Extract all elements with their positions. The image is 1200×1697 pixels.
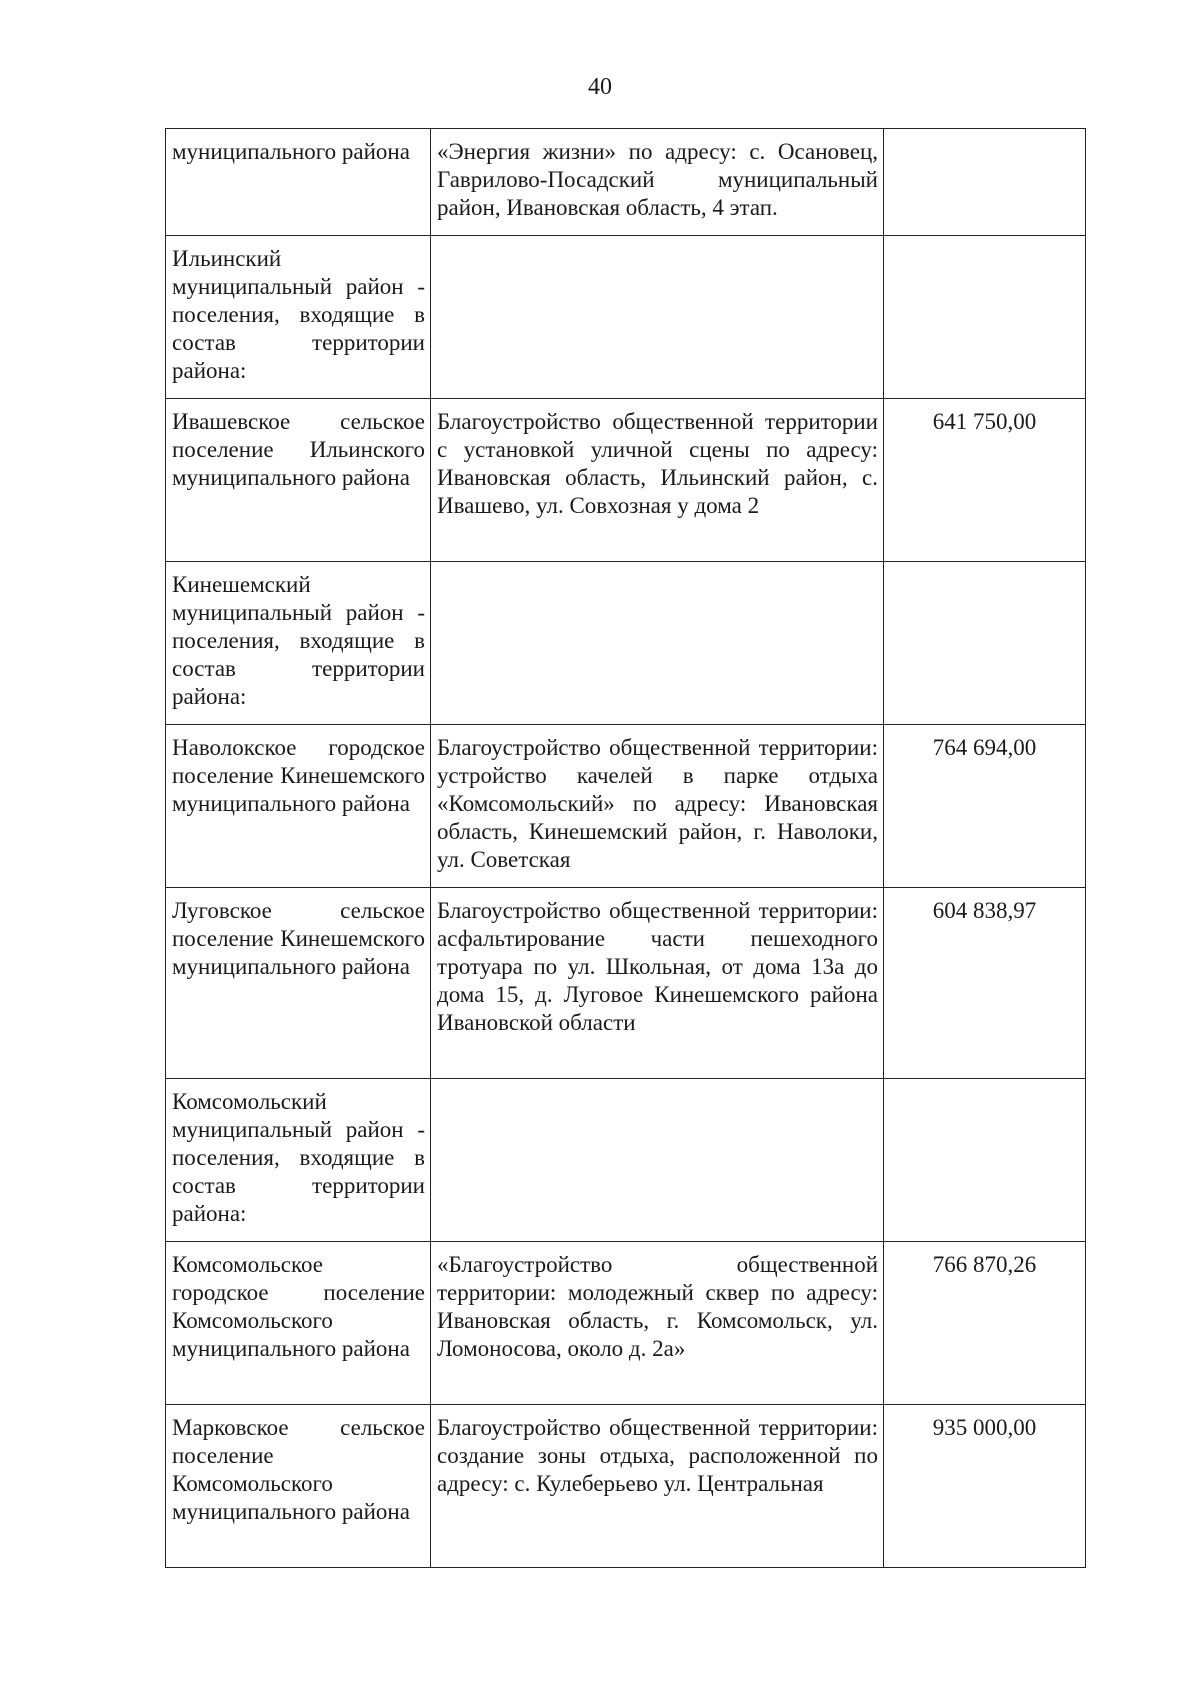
amount-cell bbox=[884, 236, 1086, 399]
project-cell: Благоустройство общественной территории: асфальтирование части пешеходного тротуара по ул. Школьная, от дома 13а до дома 15, д. Луговое Кинешемского района Ивановской области bbox=[431, 888, 884, 1079]
amount-cell bbox=[884, 129, 1086, 236]
table-row bbox=[166, 1079, 1086, 1242]
amount-cell: 764 694,00 bbox=[884, 725, 1086, 888]
project-cell: «Благоустройство общественной территории: молодежный сквер по адресу: Ивановская область, г. Комсомольск, ул. Ломоносова, около д. 2а» bbox=[431, 1242, 884, 1405]
municipality-cell: Кинешемский муниципальный район - поселения, входящие в состав территории района: bbox=[166, 562, 431, 725]
table-row bbox=[166, 1405, 1086, 1568]
amount-cell: 766 870,26 bbox=[884, 1242, 1086, 1405]
municipality-cell: Ильинский муниципальный район - поселения, входящие в состав территории района: bbox=[166, 236, 431, 399]
project-cell: Благоустройство общественной территории: создание зоны отдыха, расположенной по адресу: с. Кулеберьево ул. Центральная bbox=[431, 1405, 884, 1568]
municipality-cell: Комсомольское городское поселение Комсомольского муниципального района bbox=[166, 1242, 431, 1405]
project-cell: Благоустройство общественной территории с установкой уличной сцены по адресу: Ивановская область, Ильинский район, с. Ивашево, ул. Совхозная у дома 2 bbox=[431, 399, 884, 562]
project-cell bbox=[431, 562, 884, 725]
table-row bbox=[166, 236, 1086, 399]
page-number: 40 bbox=[588, 74, 612, 100]
amount-cell bbox=[884, 1079, 1086, 1242]
project-cell: Благоустройство общественной территории: устройство качелей в парке отдыха «Комсомольский» по адресу: Ивановская область, Кинешемский район, г. Наволоки, ул. Советская bbox=[431, 725, 884, 888]
table-row bbox=[166, 1242, 1086, 1405]
table-row bbox=[166, 129, 1086, 236]
table-row bbox=[166, 888, 1086, 1079]
table-row bbox=[166, 562, 1086, 725]
project-cell: «Энергия жизни» по адресу: с. Осановец, Гаврилово-Посадский муниципальный район, Ивановская область, 4 этап. bbox=[431, 129, 884, 236]
projects-table bbox=[165, 128, 1086, 1568]
table-row bbox=[166, 399, 1086, 562]
municipality-cell: Комсомольский муниципальный район - поселения, входящие в состав территории района: bbox=[166, 1079, 431, 1242]
project-cell bbox=[431, 236, 884, 399]
municipality-cell: Марковское сельское поселение Комсомольского муниципального района bbox=[166, 1405, 431, 1568]
amount-cell: 604 838,97 bbox=[884, 888, 1086, 1079]
table-row bbox=[166, 725, 1086, 888]
project-cell bbox=[431, 1079, 884, 1242]
municipality-cell: муниципального района bbox=[166, 129, 431, 236]
amount-cell bbox=[884, 562, 1086, 725]
amount-cell: 641 750,00 bbox=[884, 399, 1086, 562]
municipality-cell: Ивашевское сельское поселение Ильинского муниципального района bbox=[166, 399, 431, 562]
amount-cell: 935 000,00 bbox=[884, 1405, 1086, 1568]
municipality-cell: Луговское сельское поселение Кинешемского муниципального района bbox=[166, 888, 431, 1079]
municipality-cell: Наволокское городское поселение Кинешемского муниципального района bbox=[166, 725, 431, 888]
